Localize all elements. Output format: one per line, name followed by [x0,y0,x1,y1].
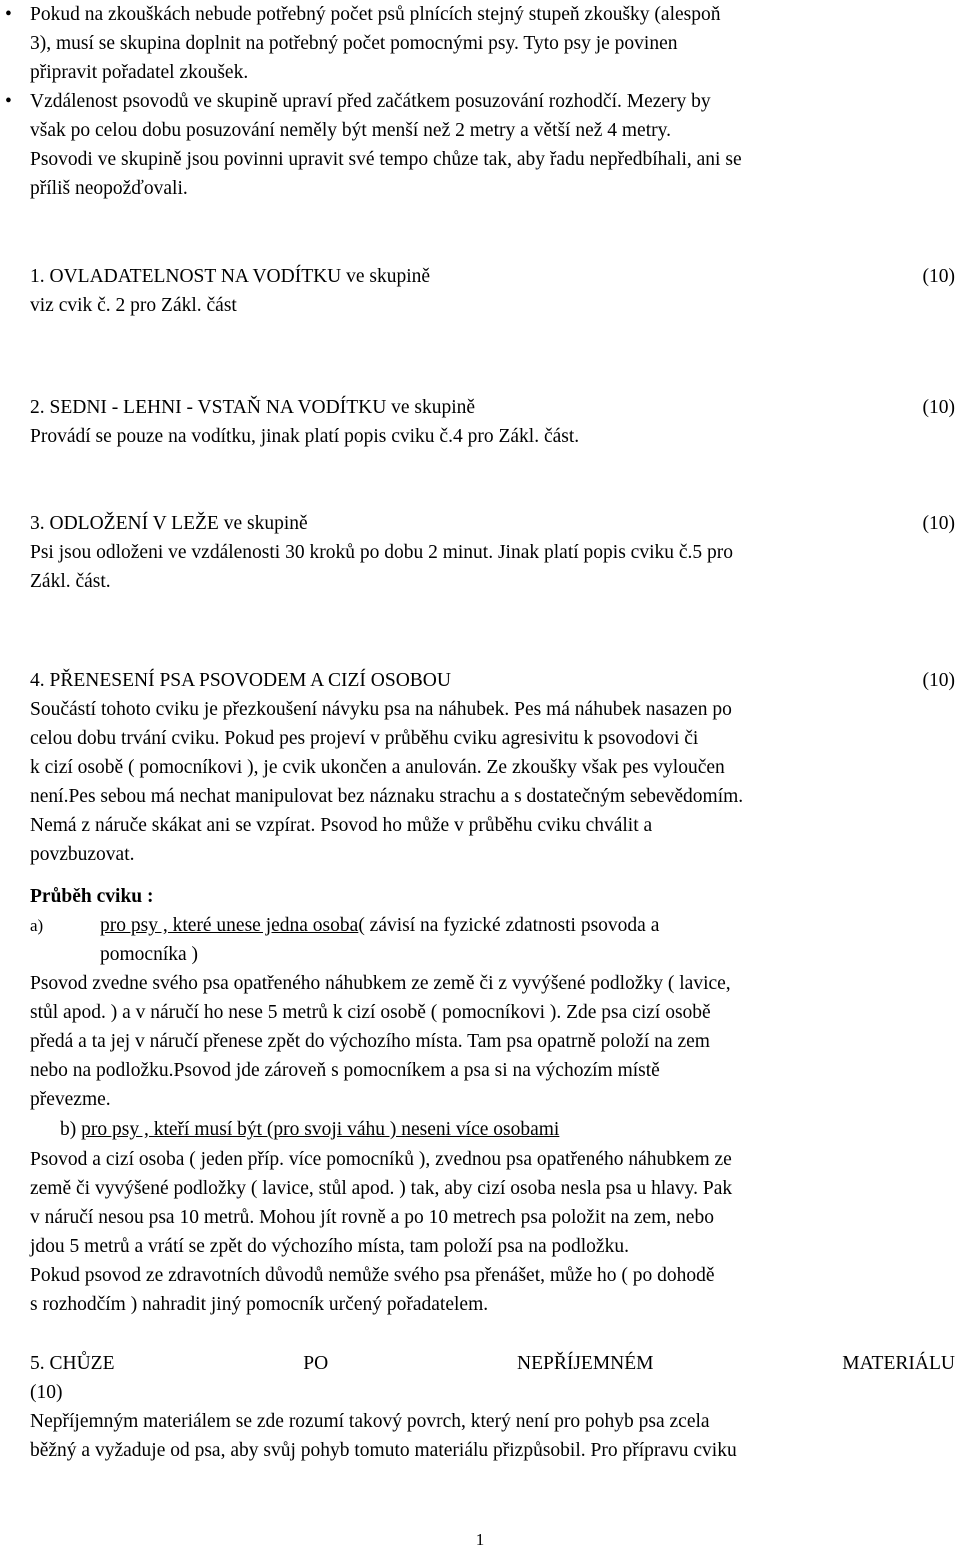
section-title-word: MATERIÁLU [842,1353,955,1374]
section-points: (10) [922,513,955,534]
section-title-word: NEPŘÍJEMNÉM [517,1353,654,1374]
section-points: (10) [922,397,955,418]
bullet-line [5,87,955,116]
text-line: v náručí nesou psa 10 metrů. Mohou jít rovně a po 10 metrech psa položit na zem, nebo [30,1207,714,1228]
bullet-dot-icon: • [5,91,12,112]
underlined-text: pro psy , kteří musí být (pro svoji váhu ) neseni více osobami [81,1119,560,1140]
list-item-a [30,911,955,940]
subheading: Průběh cviku : [30,886,154,907]
list-marker: a) [30,916,44,935]
section-heading [30,509,955,538]
text-line: Psi jsou odloženi ve vzdálenosti 30 kroků po dobu 2 minut. Jinak platí popis cviku č.5 pro [30,542,734,563]
text-line: stůl apod. ) a v náručí ho nese 5 metrů k cizí osobě ( pomocníkovi ). Zde psa cizí osobě [30,1002,711,1023]
text-line: však po celou dobu posuzování neměly být menší než 2 metry a větší než 4 metry. [30,120,671,141]
text-line: Psovod a cizí osoba ( jeden příp. více pomocníků ), zvednou psa opatřeného náhubkem ze [30,1149,732,1170]
text-line: připravit pořadatel zkoušek. [30,62,249,83]
text-run: ( závisí na fyzické zdatnosti psovoda a [358,915,660,936]
text-line: příliš neopožďovali. [30,178,188,199]
text-line: převezme. [30,1089,111,1110]
text-line: Psovodi ve skupině jsou povinni upravit své tempo chůze tak, aby řadu nepředbíhali, ani se [30,149,742,170]
text-line: Nepříjemným materiálem se zde rozumí takový povrch, který není pro pohyb psa zcela [30,1411,710,1432]
bullet-dot-icon: • [5,4,12,25]
text-line: povzbuzovat. [30,844,135,865]
text-line: pomocníka ) [100,944,199,965]
section-title-word: 5. CHŮZE [30,1353,115,1374]
section-heading [30,666,955,695]
text-line: Nemá z náruče skákat ani se vzpírat. Psovod ho může v průběhu cviku chválit a [30,815,653,836]
section-title: 2. SEDNI - LEHNI - VSTAŇ NA VODÍTKU ve skupině [30,397,476,418]
text-line: 3), musí se skupina doplnit na potřebný počet pomocnými psy. Tyto psy je povinen [30,33,678,54]
section-points: (10) [30,1382,63,1403]
text-line: běžný a vyžaduje od psa, aby svůj pohyb tomuto materiálu přizpůsobil. Pro přípravu cviku [30,1440,737,1461]
text-line: Součástí tohoto cviku je přezkoušení návyku psa na náhubek. Pes má náhubek nasazen po [30,699,732,720]
section-title: 4. PŘENESENÍ PSA PSOVODEM A CIZÍ OSOBOU [30,670,451,691]
text-line: země či vyvýšené podložky ( lavice, stůl apod. ) tak, aby cizí osoba nesla psa u hlavy. Pak [30,1178,733,1199]
text-line: Vzdálenost psovodů ve skupině upraví před začátkem posuzování rozhodčí. Mezery by [30,91,711,112]
section-title: 1. OVLADATELNOST NA VODÍTKU ve skupině [30,266,431,287]
page-number: 1 [475,1530,485,1549]
list-item-b [60,1115,955,1144]
text-line: Pokud na zkouškách nebude potřebný počet psů plnících stejný stupeň zkoušky (alespoň [30,4,721,25]
text-line: viz cvik č. 2 pro Zákl. část [30,295,237,316]
text-line: jdou 5 metrů a vrátí se zpět do výchozího místa, tam položí psa na podložku. [30,1236,629,1257]
section-title-word: PO [303,1353,329,1374]
section-points: (10) [922,266,955,287]
text-line: není.Pes sebou má nechat manipulovat bez náznaku strachu a s dostatečným sebevědomím. [30,786,744,807]
text-line: Provádí se pouze na vodítku, jinak platí popis cviku č.4 pro Zákl. část. [30,426,580,447]
section-heading [30,262,955,291]
text-line: nebo na podložku.Psovod jde zároveň s pomocníkem a psa si na výchozím místě [30,1060,660,1081]
section-points: (10) [922,670,955,691]
text-line: k cizí osobě ( pomocníkovi ), je cvik ukončen a anulován. Ze zkoušky však pes vyloučen [30,757,725,778]
text-line: s rozhodčím ) nahradit jiný pomocník určený pořadatelem. [30,1294,489,1315]
text-line: Zákl. část. [30,571,111,592]
underlined-text: pro psy , které unese jedna osoba [100,915,359,936]
text-line: Psovod zvedne svého psa opatřeného náhubkem ze země či z vyvýšené podložky ( lavice, [30,973,731,994]
bullet-line [5,0,955,29]
section-heading [30,1349,955,1378]
text-line: Pokud psovod ze zdravotních důvodů nemůže svého psa přenášet, může ho ( po dohodě [30,1265,715,1286]
section-heading [30,393,955,422]
text-line: celou dobu trvání cviku. Pokud pes projeví v průběhu cviku agresivitu k psovodovi či [30,728,699,749]
section-title: 3. ODLOŽENÍ V LEŽE ve skupině [30,513,308,534]
text-line: předá a ta jej v náručí přenese zpět do výchozího místa. Tam psa opatrně položí na zem [30,1031,710,1052]
list-marker: b) [60,1119,77,1140]
